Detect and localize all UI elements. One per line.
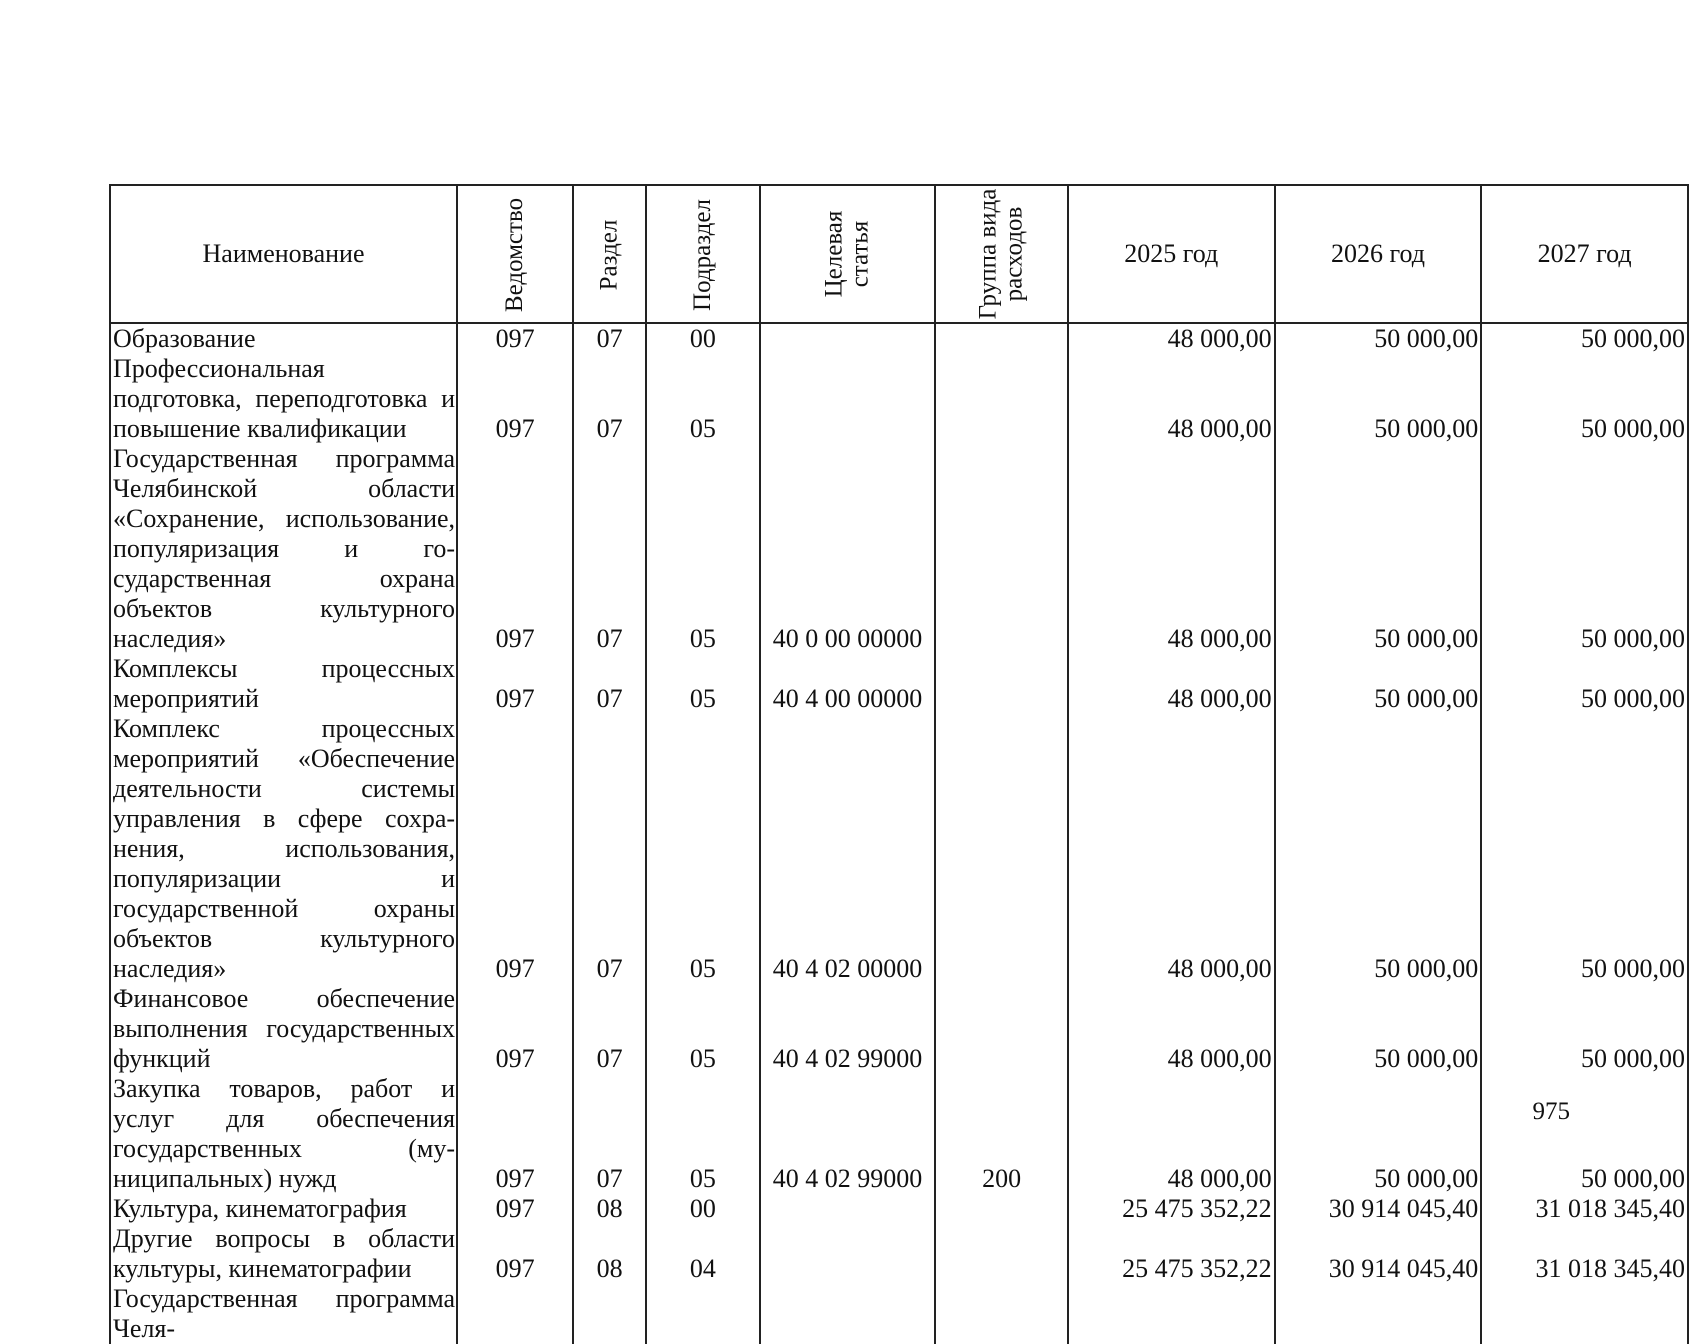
- row-value-2026: 50 000,00: [1275, 354, 1482, 444]
- row-vedomstvo: 097: [457, 1074, 573, 1194]
- row-celevaya-statya: [760, 354, 935, 444]
- row-celevaya-statya: 40 4 02 00000: [760, 714, 935, 984]
- row-razdel: 07: [573, 654, 646, 714]
- row-name: Государственная программа Челябинской области «Сохранение, использование, популяризация и государственная охрана объектов культурного наследия»: [110, 444, 457, 654]
- table-body: [110, 323, 1688, 1284]
- row-name: Профессиональная подготовка, переподготовка и повышение квалификации: [110, 354, 457, 444]
- row-podrazdel: 05: [646, 1074, 760, 1194]
- table-row: [110, 1224, 1688, 1284]
- row-gruppa-vida: [935, 354, 1068, 444]
- row-value-2025: 48 000,00: [1068, 323, 1275, 354]
- row-value-2025: 48 000,00: [1068, 444, 1275, 654]
- header-2026: 2026 год: [1275, 185, 1482, 323]
- row-razdel: 07: [573, 444, 646, 654]
- row-podrazdel: 05: [646, 984, 760, 1074]
- row-vedomstvo: 097: [457, 444, 573, 654]
- row-podrazdel: 05: [646, 444, 760, 654]
- row-value-2026: 50 000,00: [1275, 323, 1482, 354]
- row-value-2027: 31 018 345,40: [1481, 1194, 1688, 1224]
- table-row: [110, 323, 1688, 354]
- row-gruppa-vida: [935, 984, 1068, 1074]
- row-name: Образование: [110, 323, 457, 354]
- table-row: [110, 444, 1688, 654]
- row-value-2026: 50 000,00: [1275, 1074, 1482, 1194]
- row-gruppa-vida: [935, 444, 1068, 654]
- row-value-2025: 48 000,00: [1068, 654, 1275, 714]
- row-value-2026: 50 000,00: [1275, 444, 1482, 654]
- row-value-2026: 50 000,00: [1275, 654, 1482, 714]
- row-razdel: 07: [573, 354, 646, 444]
- row-gruppa-vida: [935, 1224, 1068, 1284]
- table-row: [110, 1194, 1688, 1224]
- row-razdel: 08: [573, 1224, 646, 1284]
- row-value-2025: 25 475 352,22: [1068, 1194, 1275, 1224]
- row-value-2025: 48 000,00: [1068, 714, 1275, 984]
- row-value-2027: 50 000,00: [1481, 1074, 1688, 1194]
- row-value-2027: 50 000,00: [1481, 654, 1688, 714]
- row-gruppa-vida: [935, 654, 1068, 714]
- row-celevaya-statya: 40 0 00 00000: [760, 444, 935, 654]
- row-podrazdel: 00: [646, 1194, 760, 1224]
- row-value-2027: 50 000,00: [1481, 444, 1688, 654]
- header-2027: 2027 год: [1481, 185, 1688, 323]
- row-name: Комплекс процессных мероприятий «Обеспечение деятельности системы управления в сфере сохранения, использования, популяризации и государственной охраны объектов культурного наследия»: [110, 714, 457, 984]
- table-row: [110, 1074, 1688, 1194]
- row-razdel: 08: [573, 1194, 646, 1224]
- row-value-2027: 50 000,00: [1481, 714, 1688, 984]
- row-podrazdel: 05: [646, 654, 760, 714]
- header-razdel: Раздел: [573, 185, 646, 323]
- row-vedomstvo: 097: [457, 323, 573, 354]
- table-row: [110, 1284, 1688, 1344]
- row-podrazdel: 00: [646, 323, 760, 354]
- row-vedomstvo: 097: [457, 654, 573, 714]
- row-celevaya-statya: [760, 1194, 935, 1224]
- row-vedomstvo: 097: [457, 1194, 573, 1224]
- row-name: Закупка товаров, работ и услуг для обеспечения государственных (муниципальных) нужд: [110, 1074, 457, 1194]
- row-value-2026: 30 914 045,40: [1275, 1194, 1482, 1224]
- row-celevaya-statya: 40 4 02 99000: [760, 984, 935, 1074]
- row-value-2025: 48 000,00: [1068, 984, 1275, 1074]
- row-celevaya-statya: [760, 1224, 935, 1284]
- row-value-2027: 50 000,00: [1481, 354, 1688, 444]
- row-vedomstvo: 097: [457, 1224, 573, 1284]
- row-podrazdel: 04: [646, 1224, 760, 1284]
- row-value-2026: 50 000,00: [1275, 984, 1482, 1074]
- row-value-2027: 31 018 345,40: [1481, 1224, 1688, 1284]
- row-name: Государственная программа Челя-: [110, 1284, 457, 1344]
- budget-table: [109, 184, 1689, 1344]
- row-razdel: 07: [573, 714, 646, 984]
- row-vedomstvo: 097: [457, 984, 573, 1074]
- row-razdel: 07: [573, 984, 646, 1074]
- row-vedomstvo: 097: [457, 354, 573, 444]
- row-value-2025: 25 475 352,22: [1068, 1224, 1275, 1284]
- header-gruppa-vida-rashodov: Группа вида расходов: [935, 185, 1068, 323]
- row-gruppa-vida: [935, 323, 1068, 354]
- table-row: [110, 984, 1688, 1074]
- table-row: [110, 714, 1688, 984]
- row-celevaya-statya: 40 4 00 00000: [760, 654, 935, 714]
- header-podrazdel: Подраздел: [646, 185, 760, 323]
- header-2025: 2025 год: [1068, 185, 1275, 323]
- row-name: Другие вопросы в области культуры, кинематографии: [110, 1224, 457, 1284]
- row-vedomstvo: 097: [457, 714, 573, 984]
- row-celevaya-statya: 40 4 02 99000: [760, 1074, 935, 1194]
- row-value-2026: 50 000,00: [1275, 714, 1482, 984]
- row-gruppa-vida: [935, 1194, 1068, 1224]
- row-name: Комплексы процессных мероприятий: [110, 654, 457, 714]
- header-name: Наименование: [110, 185, 457, 323]
- row-value-2025: 48 000,00: [1068, 1074, 1275, 1194]
- row-razdel: 07: [573, 323, 646, 354]
- row-value-2027: 50 000,00: [1481, 323, 1688, 354]
- row-value-2027: 50 000,00: [1481, 984, 1688, 1074]
- row-podrazdel: 05: [646, 714, 760, 984]
- row-razdel: 07: [573, 1074, 646, 1194]
- table-header-row: [110, 185, 1688, 323]
- row-gruppa-vida: [935, 714, 1068, 984]
- table-row: [110, 654, 1688, 714]
- row-value-2026: 30 914 045,40: [1275, 1224, 1482, 1284]
- header-vedomstvo: Ведомство: [457, 185, 573, 323]
- row-name: Культура, кинематография: [110, 1194, 457, 1224]
- row-name: Финансовое обеспечение выполнения государственных функций: [110, 984, 457, 1074]
- page-number: 975: [1532, 1098, 1570, 1125]
- row-celevaya-statya: [760, 323, 935, 354]
- row-gruppa-vida: 200: [935, 1074, 1068, 1194]
- header-celevaya-statya: Целевая статья: [760, 185, 935, 323]
- row-value-2025: 48 000,00: [1068, 354, 1275, 444]
- table-row: [110, 354, 1688, 444]
- row-podrazdel: 05: [646, 354, 760, 444]
